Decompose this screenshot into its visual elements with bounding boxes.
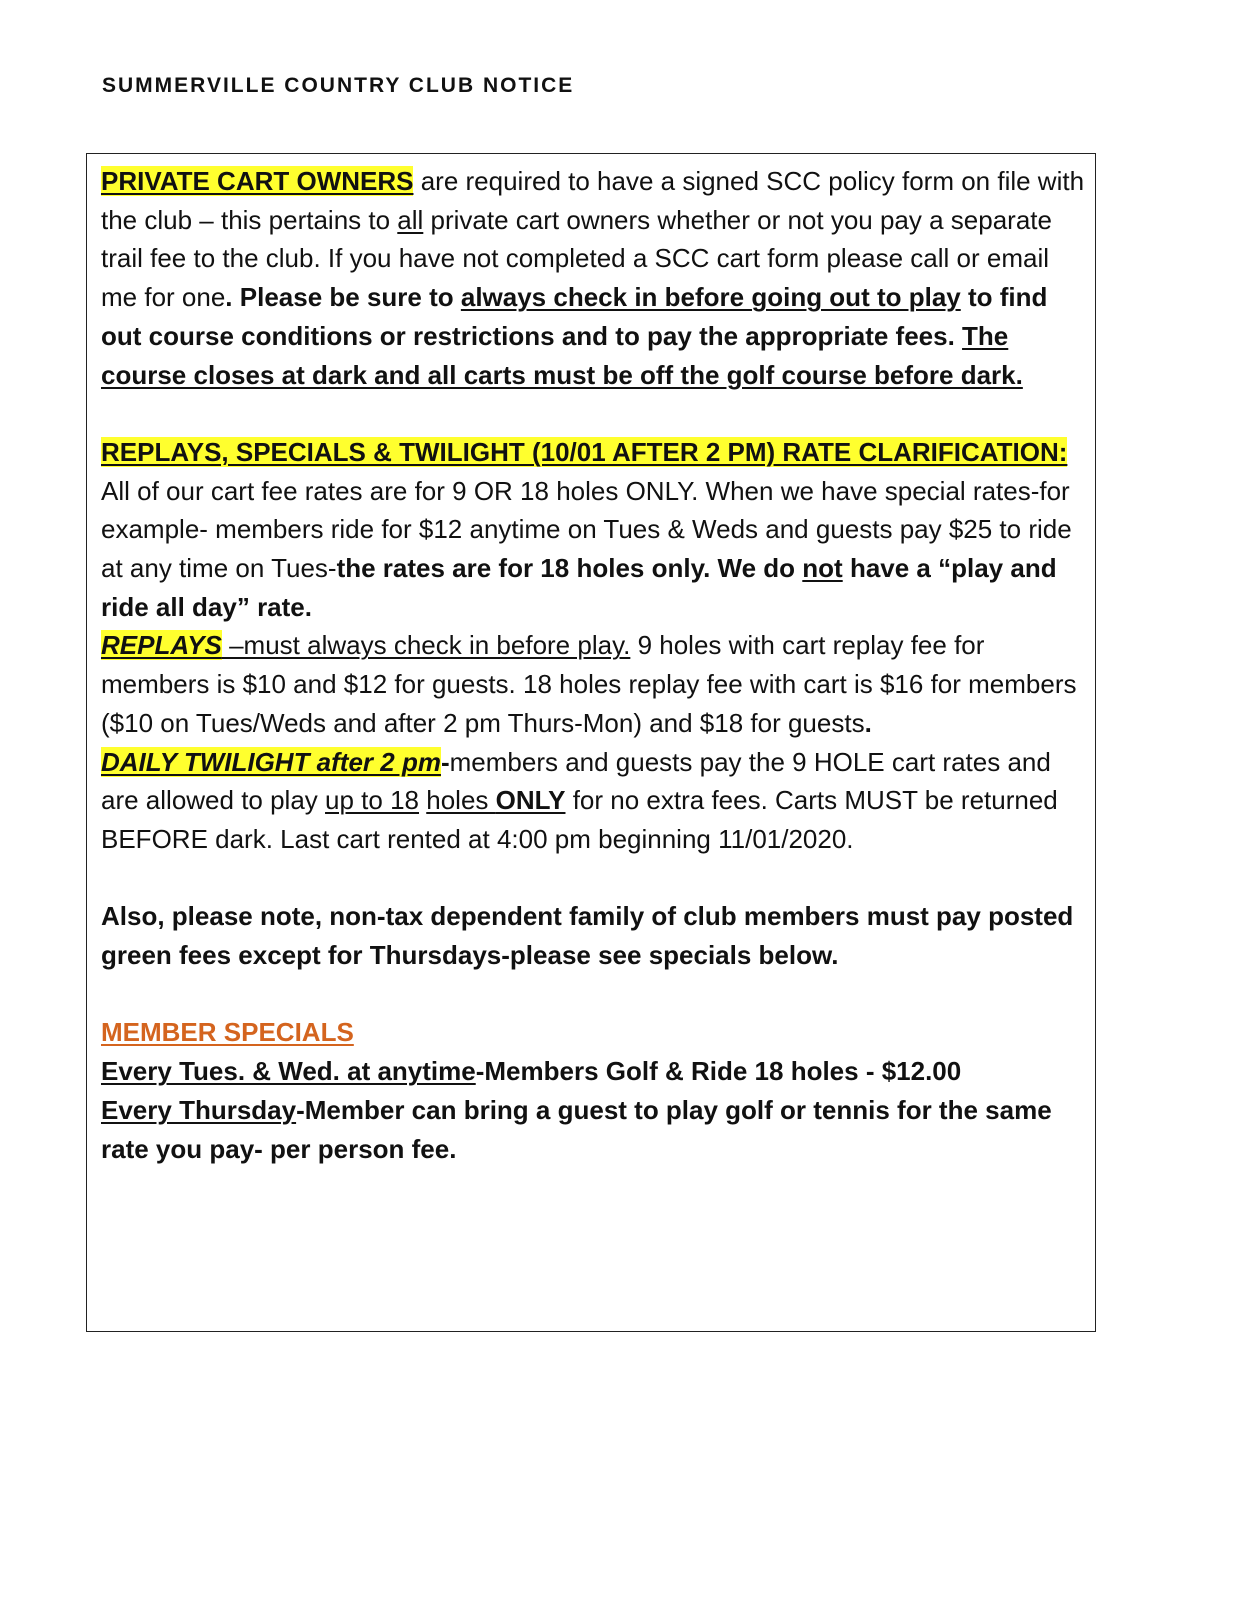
- member-specials-heading: MEMBER SPECIALS: [101, 1017, 354, 1048]
- replays-check-in: –must always check in before play.: [221, 630, 631, 661]
- private-cart-bold-1: Please be sure to: [232, 282, 461, 313]
- rate-clarification-bold-2: have a “play and ride all day” rate.: [101, 553, 1057, 622]
- rate-clarification-heading: REPLAYS, SPECIALS & TWILIGHT (10/01 AFTER 2 PM) RATE CLARIFICATION:: [101, 436, 1068, 467]
- up-to-18-emphasis: up to 18: [325, 785, 420, 816]
- special-thursday-label: Every Thursday: [101, 1094, 297, 1125]
- paragraph-gap: [101, 975, 1091, 1014]
- replays-paragraph: [101, 626, 1091, 742]
- green-fees-note: Also, please note, non-tax dependent family of club members must pay posted green fees except for Thursdays-please see specials below.: [101, 901, 1074, 971]
- rate-clarification-paragraph: [101, 433, 1091, 627]
- page-title: SUMMERVILLE COUNTRY CLUB NOTICE: [102, 74, 575, 97]
- twilight-text-1: members and guests pay the 9 HOLE cart rates and are allowed to play: [101, 746, 1051, 816]
- private-cart-bold-2: to find out course conditions or restrictions and to pay the appropriate fees.: [101, 282, 1048, 351]
- rate-clarification-bold-1: the rates are for 18 holes only. We do: [336, 553, 803, 584]
- replays-heading: REPLAYS: [101, 630, 222, 661]
- paragraph-gap: [101, 859, 1091, 898]
- only-emphasis: ONLY: [495, 785, 566, 816]
- private-cart-text-1: are required to have a signed SCC policy form on file with the club – this pertains to: [101, 166, 1085, 235]
- special-tues-wed-label: Every Tues. & Wed. at anytime: [101, 1056, 476, 1087]
- member-specials-section: [101, 1013, 1091, 1052]
- not-emphasis: not: [802, 553, 843, 584]
- all-emphasis: all: [397, 204, 424, 235]
- notice-content: [101, 162, 1091, 1168]
- rate-clarification-text: All of our cart fee rates are for 9 OR 18 holes ONLY. When we have special rates-for example- members ride for $12 anytime on Tues & Weds and guests pay $25 to ride at any time on Tues-: [101, 475, 1072, 584]
- replays-period: .: [864, 707, 872, 738]
- twilight-text-2: for no extra fees. Carts MUST be returned BEFORE dark. Last cart rented at 4:00 pm beginning 11/01/2020.: [101, 785, 1058, 854]
- private-cart-period: .: [225, 282, 233, 313]
- twilight-dash: -: [440, 746, 450, 777]
- private-cart-text-2: private cart owners whether or not you pay a separate trail fee to the club. If you have not completed a SCC cart form please call or email me for one: [101, 204, 1052, 313]
- holes-emphasis: holes: [426, 785, 496, 816]
- special-tues-wed: [101, 1052, 1091, 1091]
- course-closes-emphasis: The course closes at dark and all carts must be off the golf course before dark.: [101, 320, 1023, 390]
- special-thursday-text: -Member can bring a guest to play golf or tennis for the same rate you pay- per person fee.: [101, 1094, 1052, 1164]
- special-tues-wed-text: -Members Golf & Ride 18 holes - $12.00: [475, 1056, 962, 1087]
- private-cart-heading: PRIVATE CART OWNERS: [101, 166, 414, 196]
- paragraph-gap: [101, 394, 1091, 433]
- private-cart-paragraph: [101, 162, 1091, 394]
- special-thursday: [101, 1091, 1091, 1168]
- check-in-emphasis: always check in before going out to play: [460, 282, 961, 313]
- replays-text: 9 holes with cart replay fee for members is $10 and $12 for guests. 18 holes replay fee with cart is $16 for members ($10 on Tues/Weds and after 2 pm Thurs-Mon) and $18 for guests: [101, 630, 1077, 738]
- twilight-heading: DAILY TWILIGHT after 2 pm: [101, 746, 441, 777]
- twilight-paragraph: [101, 743, 1091, 859]
